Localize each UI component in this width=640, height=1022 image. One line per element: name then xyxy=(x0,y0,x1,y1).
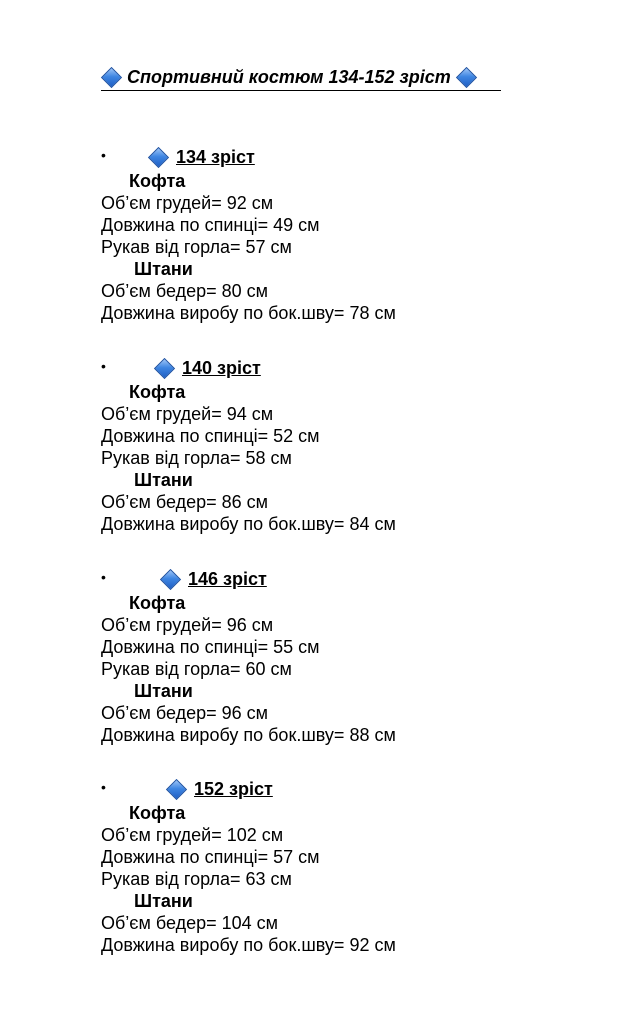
size-section-134 xyxy=(101,146,601,324)
size-heading xyxy=(169,778,273,800)
measurement-line: Рукав від горла= 57 см xyxy=(101,237,292,257)
measurement-line: Довжина виробу по бок.шву= 88 см xyxy=(101,725,396,745)
pants-label: Штани xyxy=(134,470,193,490)
size-heading xyxy=(151,146,255,168)
size-section-146 xyxy=(101,568,601,746)
size-section-140 xyxy=(101,357,601,535)
measurement-line: Об’єм бедер= 86 см xyxy=(101,492,269,512)
measurement-line: Довжина по спинці= 52 см xyxy=(101,426,320,446)
size-heading-text: 140 зріст xyxy=(182,358,261,378)
blue-diamond-icon xyxy=(160,568,181,589)
size-section-152 xyxy=(101,778,601,956)
jacket-label: Кофта xyxy=(129,382,186,402)
measurement-line: Об’єм бедер= 80 см xyxy=(101,281,269,301)
blue-diamond-icon xyxy=(166,778,187,799)
measurement-line: Об’єм грудей= 102 см xyxy=(101,825,284,845)
measurement-line: Об’єм грудей= 96 см xyxy=(101,615,274,635)
pants-label: Штани xyxy=(134,259,193,279)
measurement-line: Довжина по спинці= 49 см xyxy=(101,215,320,235)
measurement-line: Об’єм бедер= 104 см xyxy=(101,913,279,933)
blue-diamond-icon xyxy=(456,66,477,87)
bullet: • xyxy=(101,147,106,163)
measurement-line: Рукав від горла= 63 см xyxy=(101,869,292,889)
pants-label: Штани xyxy=(134,681,193,701)
size-heading-text: 134 зріст xyxy=(176,147,255,167)
size-heading xyxy=(163,568,267,590)
blue-diamond-icon xyxy=(101,66,122,87)
document-title xyxy=(101,64,501,91)
measurement-line: Довжина виробу по бок.шву= 84 см xyxy=(101,514,396,534)
size-heading-text: 146 зріст xyxy=(188,569,267,589)
measurement-line: Об’єм грудей= 92 см xyxy=(101,193,274,213)
jacket-label: Кофта xyxy=(129,593,186,613)
size-heading-text: 152 зріст xyxy=(194,779,273,799)
pants-label: Штани xyxy=(134,891,193,911)
measurement-line: Рукав від горла= 58 см xyxy=(101,448,292,468)
measurement-line: Довжина виробу по бок.шву= 92 см xyxy=(101,935,396,955)
measurement-line: Довжина по спинці= 57 см xyxy=(101,847,320,867)
bullet: • xyxy=(101,569,106,585)
measurement-line: Рукав від горла= 60 см xyxy=(101,659,292,679)
bullet: • xyxy=(101,779,106,795)
blue-diamond-icon xyxy=(148,146,169,167)
measurement-line: Довжина по спинці= 55 см xyxy=(101,637,320,657)
jacket-label: Кофта xyxy=(129,803,186,823)
bullet: • xyxy=(101,358,106,374)
measurement-line: Об’єм бедер= 96 см xyxy=(101,703,269,723)
title-text: Спортивний костюм 134-152 зріст xyxy=(127,67,451,87)
measurement-line: Об’єм грудей= 94 см xyxy=(101,404,274,424)
size-heading xyxy=(157,357,261,379)
jacket-label: Кофта xyxy=(129,171,186,191)
blue-diamond-icon xyxy=(154,357,175,378)
measurement-line: Довжина виробу по бок.шву= 78 см xyxy=(101,303,396,323)
